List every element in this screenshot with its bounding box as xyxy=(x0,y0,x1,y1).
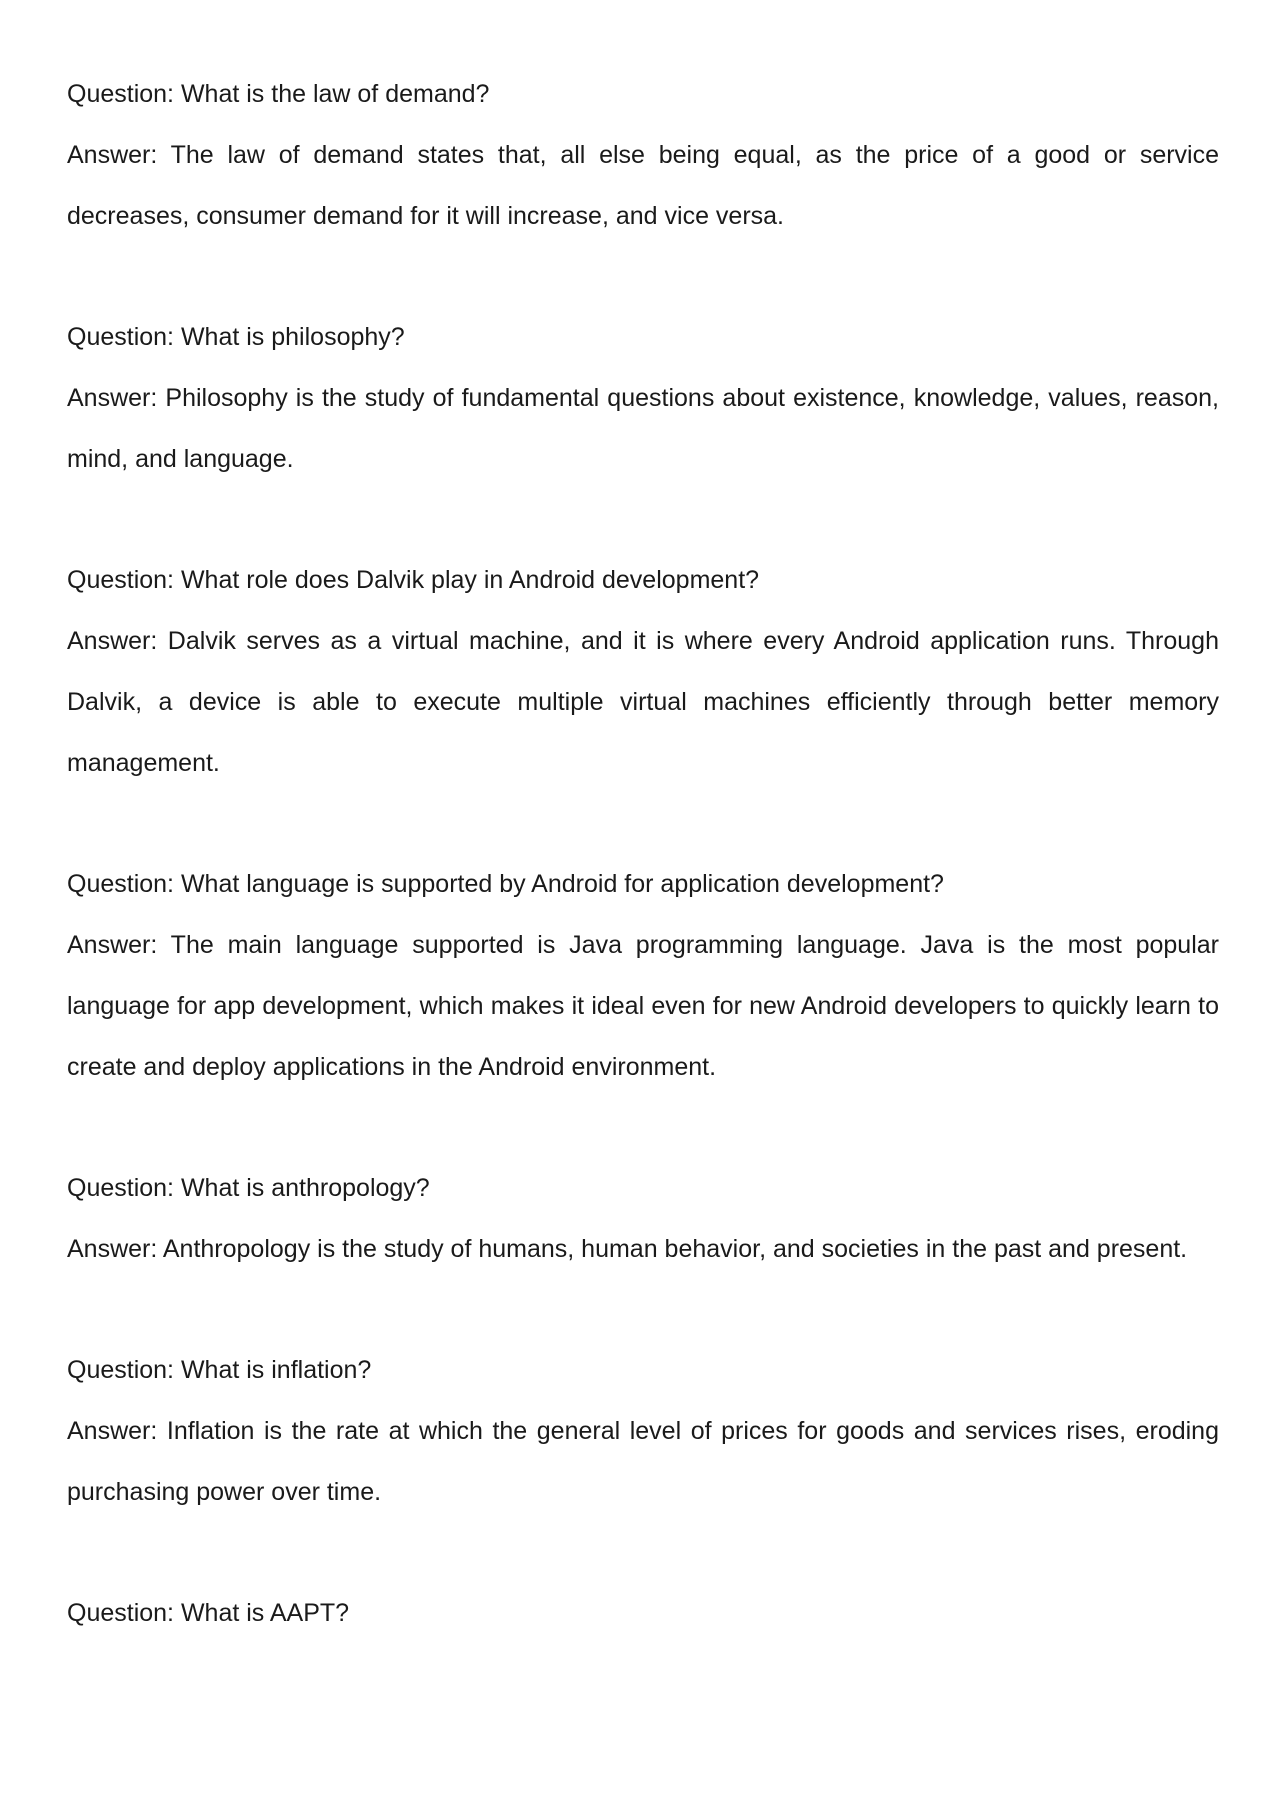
qa-item xyxy=(67,1340,1219,1523)
qa-item xyxy=(67,307,1219,490)
answer-text: Answer: Dalvik serves as a virtual machine, and it is where every Android application runs. Through Dalvik, a device is able to execute multiple virtual machines efficiently through better memory management. xyxy=(67,627,1219,777)
qa-item xyxy=(67,550,1219,794)
question-text: Question: What is the law of demand? xyxy=(67,80,490,108)
question-text: Question: What role does Dalvik play in Android development? xyxy=(67,566,760,594)
question-text: Question: What is inflation? xyxy=(67,1356,372,1384)
answer-text: Answer: Inflation is the rate at which the general level of prices for goods and services rises, eroding purchasing power over time. xyxy=(67,1417,1219,1506)
document-page xyxy=(67,64,1219,1704)
question-text: Question: What language is supported by Android for application development? xyxy=(67,870,944,898)
question-text: Question: What is AAPT? xyxy=(67,1599,350,1627)
answer-text: Answer: Anthropology is the study of humans, human behavior, and societies in the past and present. xyxy=(67,1235,1188,1263)
qa-item xyxy=(67,1158,1219,1280)
answer-text: Answer: The law of demand states that, all else being equal, as the price of a good or service decreases, consumer demand for it will increase, and vice versa. xyxy=(67,141,1219,230)
qa-item xyxy=(67,64,1219,247)
answer-text: Answer: Philosophy is the study of fundamental questions about existence, knowledge, values, reason, mind, and language. xyxy=(67,384,1219,473)
qa-item xyxy=(67,1583,1219,1644)
qa-item xyxy=(67,854,1219,1098)
answer-text: Answer: The main language supported is Java programming language. Java is the most popular language for app development, which makes it ideal even for new Android developers to quickly learn to create and deploy applications in the Android environment. xyxy=(67,931,1219,1081)
question-text: Question: What is philosophy? xyxy=(67,323,405,351)
question-text: Question: What is anthropology? xyxy=(67,1174,430,1202)
